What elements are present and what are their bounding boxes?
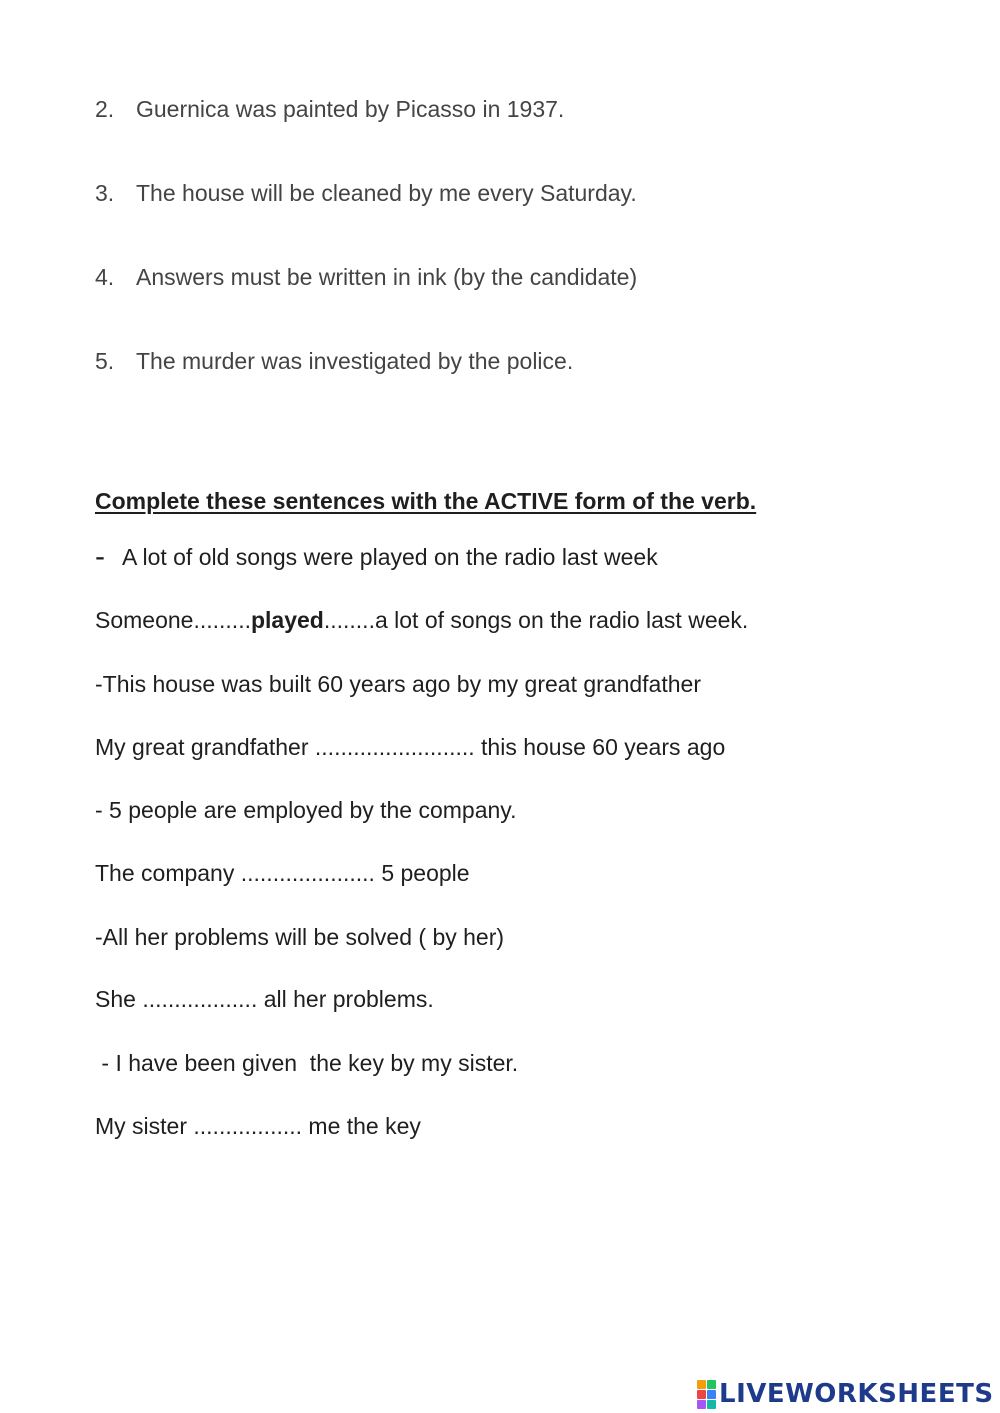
example-dash: - <box>95 540 105 573</box>
item-text: Guernica was painted by Picasso in 1937. <box>136 96 565 122</box>
example-prompt <box>95 540 658 573</box>
example-answer-verb: played <box>250 607 324 633</box>
example-answer-after: ........a lot of songs on the radio last week. <box>323 607 749 633</box>
item-number: 2. <box>95 96 115 122</box>
item-text: The house will be cleaned by me every Saturday. <box>136 180 637 206</box>
item-number: 5. <box>95 348 115 374</box>
exercise-3-answer[interactable]: She .................. all her problems. <box>95 986 434 1012</box>
numbered-item-3 <box>95 179 637 207</box>
exercise-2-answer[interactable]: The company ..................... 5 people <box>95 860 470 886</box>
numbered-item-4 <box>95 263 637 291</box>
item-number: 4. <box>95 264 115 290</box>
numbered-item-5 <box>95 347 573 375</box>
example-answer <box>95 606 748 634</box>
exercise-2-prompt: - 5 people are employed by the company. <box>95 797 517 823</box>
example-prompt-text: A lot of old songs were played on the radio last week <box>122 544 658 570</box>
exercise-3-prompt: -All her problems will be solved ( by her) <box>95 924 505 950</box>
logo-text: LIVEWORKSHEETS <box>719 1379 994 1409</box>
numbered-item-2 <box>95 95 564 123</box>
liveworksheets-logo <box>697 1378 994 1410</box>
item-number: 3. <box>95 180 115 206</box>
instruction-heading: Complete these sentences with the ACTIVE form of the verb. <box>95 488 757 514</box>
item-text: Answers must be written in ink (by the candidate) <box>136 264 638 290</box>
exercise-4-prompt: - I have been given the key by my sister. <box>95 1050 519 1076</box>
example-answer-before: Someone......... <box>95 607 251 633</box>
exercise-1-prompt: -This house was built 60 years ago by my great grandfather <box>95 671 701 697</box>
logo-mark-icon <box>697 1380 716 1409</box>
exercise-4-answer[interactable]: My sister ................. me the key <box>95 1113 421 1139</box>
item-text: The murder was investigated by the police. <box>136 348 574 374</box>
exercise-1-answer[interactable]: My great grandfather ......................... this house 60 years ago <box>95 734 726 760</box>
